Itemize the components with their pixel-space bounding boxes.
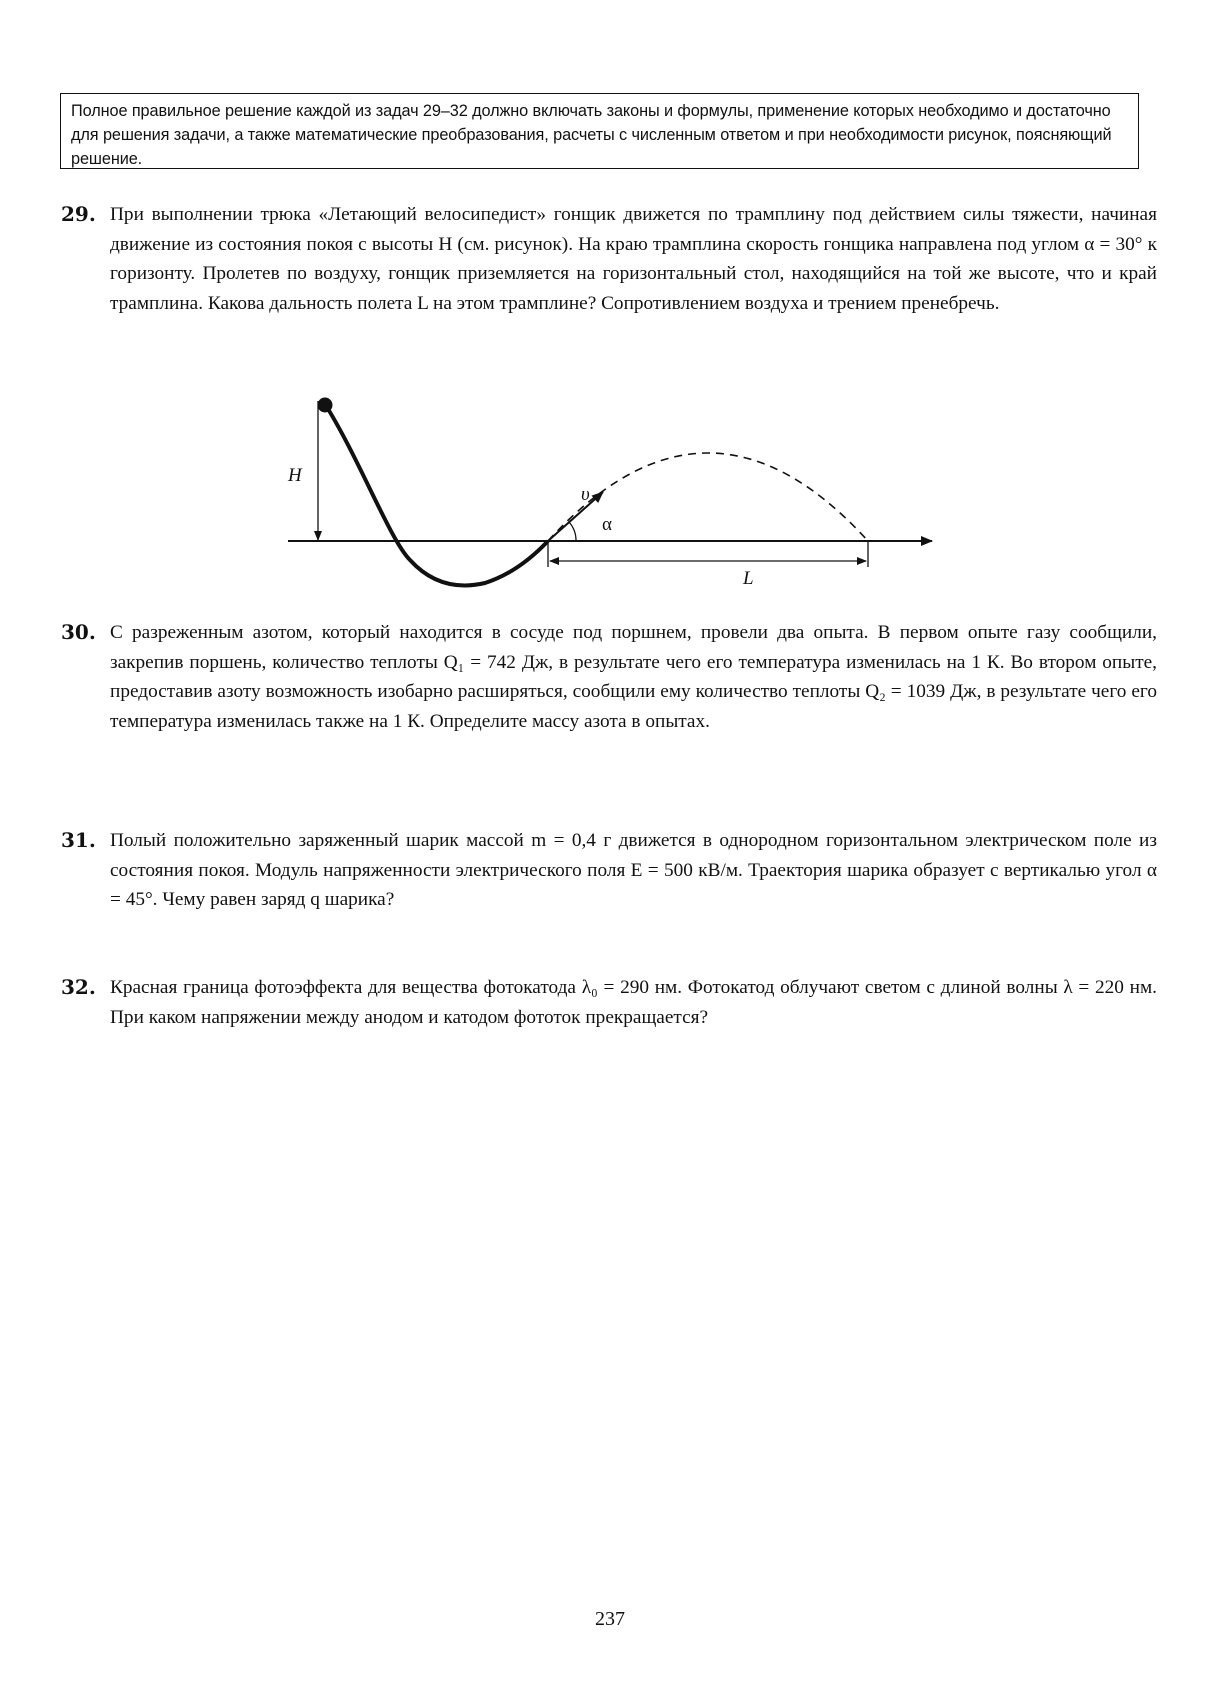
problem-32 [61, 973, 1157, 1032]
problem-31 [61, 826, 1157, 915]
problem-number: 31. [61, 828, 96, 852]
label-alpha: α [602, 514, 612, 535]
problem-30 [61, 618, 1157, 736]
label-h: H [288, 465, 302, 486]
problem-number: 32. [61, 975, 96, 999]
solution-requirements-box [60, 93, 1139, 169]
problem-text: При выполнении трюка «Летающий велосипедист» гонщик движется по трамплину под действием силы тяжести, начиная движение из состояния покоя с высоты H (см. рисунок). На краю трамплина скорость гонщика направлена под углом α = 30° к горизонту. Пролетев по воздуху, гонщик приземляется на горизонтальный стол, находящийся на той же высоте, что и край трамплина. Какова дальность полета L на этом трамплине? Сопротивлением воздуха и трением пренебречь. [110, 204, 1157, 314]
problem-text: С разреженным азотом, который находится в сосуде под поршнем, провели два опыта. В первом опыте газу сообщили, закрепив поршень, количество теплоты Q₁ = 742 Дж, в результате чего его температура изменилась на 1 К. Во втором опыте, предоставив азоту возможность изобарно расширяться, сообщили ему количество теплоты Q₂ = 1039 Дж, в результате чего его температура изменилась также на 1 К. Определите массу азота в опытах. [110, 622, 1157, 732]
angle-arc [569, 522, 576, 541]
page-number: 237 [595, 1608, 625, 1630]
problem-number: 29. [61, 202, 96, 226]
problem-29 [61, 200, 1157, 318]
solution-requirements-text: Полное правильное решение каждой из задач 29–32 должно включать законы и формулы, применение которых необходимо и достаточно для решения задачи, а также математические преобразования, расчеты с численным ответом и при необходимости рисунок, поясняющий решение. [71, 102, 1112, 168]
label-v: υ [581, 484, 590, 505]
ramp-trajectory-figure [280, 390, 940, 595]
problem-number: 30. [61, 620, 96, 644]
problem-text: Полый положительно заряженный шарик массой m = 0,4 г движется в однородном горизонтальном электрическом поле из состояния покоя. Модуль напряженности электрического поля E = 500 кВ/м. Траектория шарика образует с вертикалью угол α = 45°. Чему равен заряд q шарика? [110, 830, 1157, 910]
rider-ball [318, 398, 333, 413]
label-l: L [743, 568, 754, 589]
problem-text: Красная граница фотоэффекта для вещества фотокатода λ₀ = 290 нм. Фотокатод облучают светом с длиной волны λ = 220 нм. При каком напряжении между анодом и катодом фототок прекращается? [110, 977, 1157, 1028]
ramp-curve [325, 404, 548, 585]
